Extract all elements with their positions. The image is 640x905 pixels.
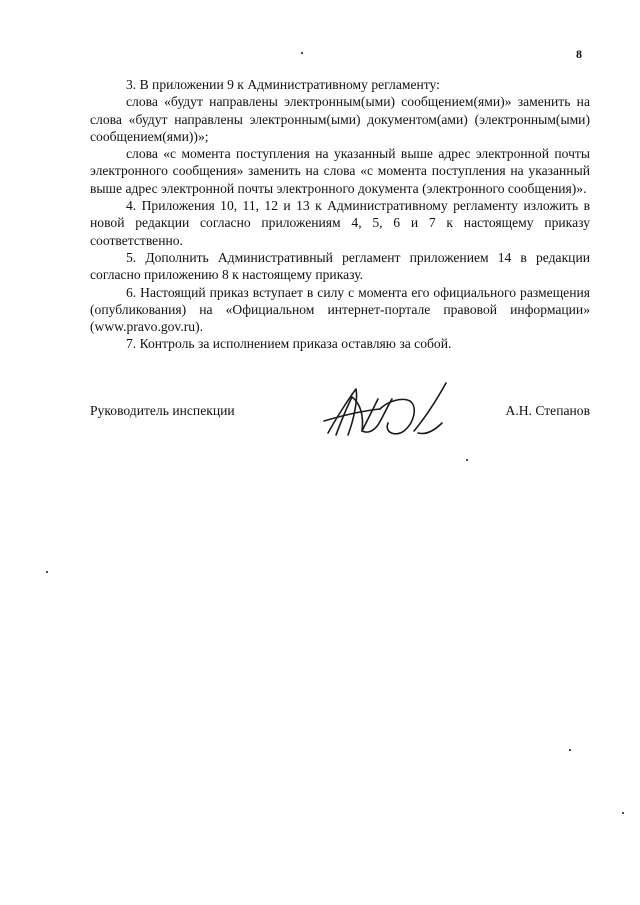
handwritten-signature	[318, 375, 458, 445]
scan-speck	[569, 749, 571, 751]
paragraph-6: 6. Настоящий приказ вступает в силу с момента его официального размещения (опубликования) на «Официальном интернет-портале правовой информации» (www.pravo.gov.ru).	[90, 284, 590, 335]
paragraph-3-replace-1: слова «будут направлены электронным(ыми) сообщением(ями)» заменить на слова «будут направлены электронным(ыми) документом(ами) (электронным(ыми) сообщением(ями))»;	[90, 94, 590, 144]
scan-speck	[301, 52, 303, 54]
signatory-title: Руководитель инспекции	[90, 403, 235, 418]
paragraph-7: 7. Контроль за исполнением приказа оставляю за собой.	[126, 336, 452, 352]
signature-block	[90, 375, 590, 455]
paragraph-3-replace-2: слова «с момента поступления на указанный выше адрес электронной почты электронного сообщения» заменить на слова «с момента поступления на указанный выше адрес электронной почты электронного документа (электронного сообщения)».	[90, 146, 590, 196]
scan-speck	[622, 812, 624, 814]
signatory-name: А.Н. Степанов	[505, 403, 590, 418]
page-number: 8	[576, 47, 582, 61]
document-body	[90, 76, 590, 353]
paragraph-3: 3. В приложении 9 к Административному регламенту:	[126, 77, 440, 92]
scan-speck	[46, 571, 48, 573]
scan-speck	[466, 459, 468, 461]
paragraph-5: 5. Дополнить Административный регламент приложением 14 в редакции согласно приложению 8 к настоящему приказу.	[90, 249, 590, 283]
paragraph-4: 4. Приложения 10, 11, 12 и 13 к Административному регламенту изложить в новой редакции согласно приложениям 4, 5, 6 и 7 к настоящему приказу соответственно.	[90, 198, 590, 248]
